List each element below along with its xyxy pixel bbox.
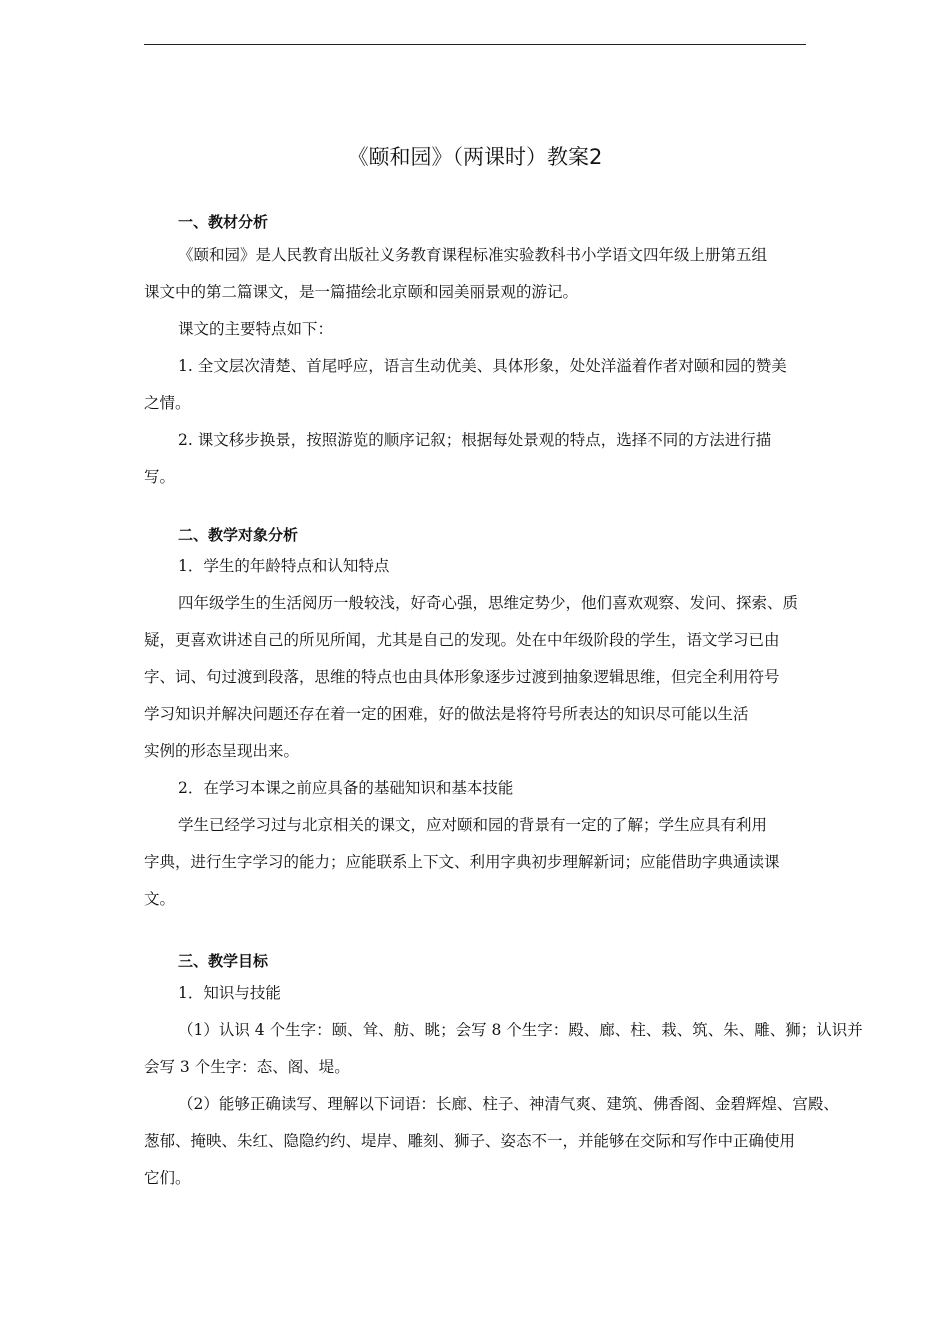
text-line: 四年级学生的生活阅历一般较浅，好奇心强，思维定势少，他们喜欢观察、发问、探索、质 [178,594,799,612]
paragraph-students [144,548,808,918]
text-line: 学习知识并解决问题还存在着一定的困难，好的做法是将符号所表达的知识尽可能以生活 [144,705,749,723]
section-heading-students: 二、教学对象分析 [178,526,299,544]
text-line: 葱郁、掩映、朱红、隐隐约约、堤岸、雕刻、狮子、姿态不一，并能够在交际和写作中正确使用 [144,1132,796,1150]
subheading: 1．知识与技能 [178,984,281,1002]
subheading: 2．在学习本课之前应具备的基础知识和基本技能 [178,779,514,797]
document-title: 《颐和园》（两课时）教案2 [347,145,603,169]
text-line: 实例的形态呈现出来。 [144,742,300,760]
subheading: 1．学生的年龄特点和认知特点 [178,557,390,575]
text-line: 写。 [144,468,176,486]
text-line: （2）能够正确读写、理解以下词语：长廊、柱子、神清气爽、建筑、佛香阁、金碧辉煌、宫殿、 [178,1095,839,1113]
section-heading-goals: 三、教学目标 [178,952,269,970]
text-line: 字典，进行生字学习的能力；应能联系上下文、利用字典初步理解新词；应能借助字典通读课 [144,853,780,871]
header-rule [144,44,806,45]
paragraph-goals [144,975,863,1197]
text-line: 字、词、句过渡到段落，思维的特点也由具体形象逐步过渡到抽象逻辑思维，但完全利用符号 [144,668,780,686]
text-line: 之情。 [144,394,191,412]
text-line: 2. 课文移步换景，按照游览的顺序记叙；根据每处景观的特点，选择不同的方法进行描 [178,431,772,449]
text-line: 学生已经学习过与北京相关的课文，应对颐和园的背景有一定的了解；学生应具有利用 [178,816,768,834]
text-line: （1）认识 4 个生字：颐、耸、舫、眺；会写 8 个生字：殿、廊、柱、栽、筑、朱、雕、狮；认识并 [178,1021,863,1039]
section-heading-materials: 一、教材分析 [178,213,269,231]
text-line: 课文中的第二篇课文，是一篇描绘北京颐和园美丽景观的游记。 [144,283,579,301]
text-line: 《颐和园》是人民教育出版社义务教育课程标准实验教科书小学语文四年级上册第五组 [178,246,768,264]
text-line: 会写 3 个生字：态、阁、堤。 [144,1058,350,1076]
text-line: 课文的主要特点如下： [178,320,334,338]
text-line: 它们。 [144,1169,191,1187]
paragraph-intro [144,237,808,496]
text-line: 1. 全文层次清楚、首尾呼应，语言生动优美、具体形象，处处洋溢着作者对颐和园的赞美 [178,357,787,375]
text-line: 文。 [144,890,176,908]
text-line: 疑，更喜欢讲述自己的所见所闻，尤其是自己的发现。处在中年级阶段的学生，语文学习已由 [144,631,780,649]
